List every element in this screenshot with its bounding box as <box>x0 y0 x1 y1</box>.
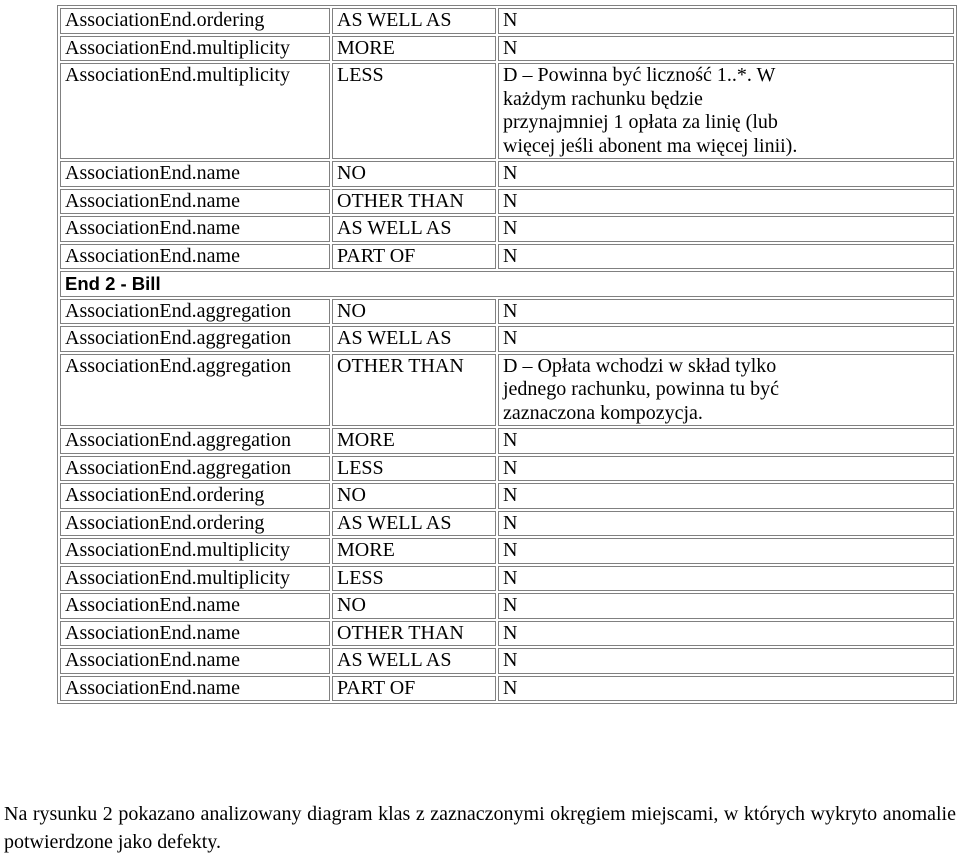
attribute-cell: AssociationEnd.multiplicity <box>60 36 330 62</box>
result-cell: D – Opłata wchodzi w skład tylko jednego rachunku, powinna tu być zaznaczona kompozycja. <box>498 354 954 427</box>
table-row <box>60 566 954 592</box>
operator-cell: MORE <box>332 428 496 454</box>
operator-cell: AS WELL AS <box>332 8 496 34</box>
table-row <box>60 621 954 647</box>
result-cell: N <box>498 648 954 674</box>
operator-cell: MORE <box>332 538 496 564</box>
section-row <box>60 271 954 297</box>
operator-cell: OTHER THAN <box>332 621 496 647</box>
table-row <box>60 593 954 619</box>
attribute-cell: AssociationEnd.name <box>60 593 330 619</box>
attribute-cell: AssociationEnd.multiplicity <box>60 538 330 564</box>
table-row <box>60 299 954 325</box>
result-cell: N <box>498 326 954 352</box>
operator-cell: LESS <box>332 566 496 592</box>
section-heading: End 2 - Bill <box>60 271 954 297</box>
attribute-cell: AssociationEnd.name <box>60 244 330 270</box>
attribute-cell: AssociationEnd.name <box>60 161 330 187</box>
operator-cell: OTHER THAN <box>332 189 496 215</box>
result-cell: N <box>498 511 954 537</box>
table-row <box>60 161 954 187</box>
operator-cell: AS WELL AS <box>332 511 496 537</box>
result-cell: N <box>498 161 954 187</box>
attribute-cell: AssociationEnd.name <box>60 189 330 215</box>
attribute-cell: AssociationEnd.aggregation <box>60 299 330 325</box>
result-cell: N <box>498 593 954 619</box>
result-cell: N <box>498 216 954 242</box>
table-row <box>60 36 954 62</box>
result-cell: N <box>498 244 954 270</box>
result-cell: N <box>498 299 954 325</box>
attribute-cell: AssociationEnd.name <box>60 676 330 702</box>
operator-cell: LESS <box>332 456 496 482</box>
operator-cell: AS WELL AS <box>332 326 496 352</box>
table-row <box>60 676 954 702</box>
operator-cell: MORE <box>332 36 496 62</box>
body-paragraph: Na rysunku 2 pokazano analizowany diagram klas z zaznaczonymi okręgiem miejscami, w których wykryto anomalie potwierdzone jako defekty. <box>4 803 956 853</box>
attribute-cell: AssociationEnd.multiplicity <box>60 566 330 592</box>
attribute-cell: AssociationEnd.name <box>60 216 330 242</box>
operator-cell: PART OF <box>332 676 496 702</box>
result-cell: N <box>498 456 954 482</box>
result-cell: N <box>498 621 954 647</box>
operator-cell: AS WELL AS <box>332 648 496 674</box>
analysis-table <box>57 5 957 704</box>
table-row <box>60 538 954 564</box>
operator-cell: NO <box>332 299 496 325</box>
result-cell: N <box>498 538 954 564</box>
result-cell: N <box>498 676 954 702</box>
table-row <box>60 326 954 352</box>
result-cell: N <box>498 566 954 592</box>
result-cell: N <box>498 189 954 215</box>
table-row <box>60 8 954 34</box>
result-cell: N <box>498 428 954 454</box>
table-row <box>60 354 954 427</box>
attribute-cell: AssociationEnd.aggregation <box>60 428 330 454</box>
operator-cell: NO <box>332 161 496 187</box>
attribute-cell: AssociationEnd.ordering <box>60 511 330 537</box>
table-row <box>60 428 954 454</box>
operator-cell: NO <box>332 593 496 619</box>
table-row <box>60 511 954 537</box>
table-row <box>60 63 954 159</box>
table-row <box>60 189 954 215</box>
result-cell: N <box>498 8 954 34</box>
attribute-cell: AssociationEnd.ordering <box>60 8 330 34</box>
operator-cell: NO <box>332 483 496 509</box>
operator-cell: PART OF <box>332 244 496 270</box>
table-row <box>60 216 954 242</box>
result-cell: D – Powinna być liczność 1..*. W każdym rachunku będzie przynajmniej 1 opłata za linię (lub więcej jeśli abonent ma więcej linii). <box>498 63 954 159</box>
table-row <box>60 456 954 482</box>
operator-cell: LESS <box>332 63 496 159</box>
result-cell: N <box>498 36 954 62</box>
result-cell: N <box>498 483 954 509</box>
attribute-cell: AssociationEnd.name <box>60 648 330 674</box>
attribute-cell: AssociationEnd.ordering <box>60 483 330 509</box>
attribute-cell: AssociationEnd.multiplicity <box>60 63 330 159</box>
table-row <box>60 483 954 509</box>
attribute-cell: AssociationEnd.aggregation <box>60 326 330 352</box>
table-row <box>60 244 954 270</box>
attribute-cell: AssociationEnd.aggregation <box>60 354 330 427</box>
operator-cell: OTHER THAN <box>332 354 496 427</box>
operator-cell: AS WELL AS <box>332 216 496 242</box>
table-row <box>60 648 954 674</box>
analysis-table-body <box>60 8 954 701</box>
attribute-cell: AssociationEnd.aggregation <box>60 456 330 482</box>
attribute-cell: AssociationEnd.name <box>60 621 330 647</box>
